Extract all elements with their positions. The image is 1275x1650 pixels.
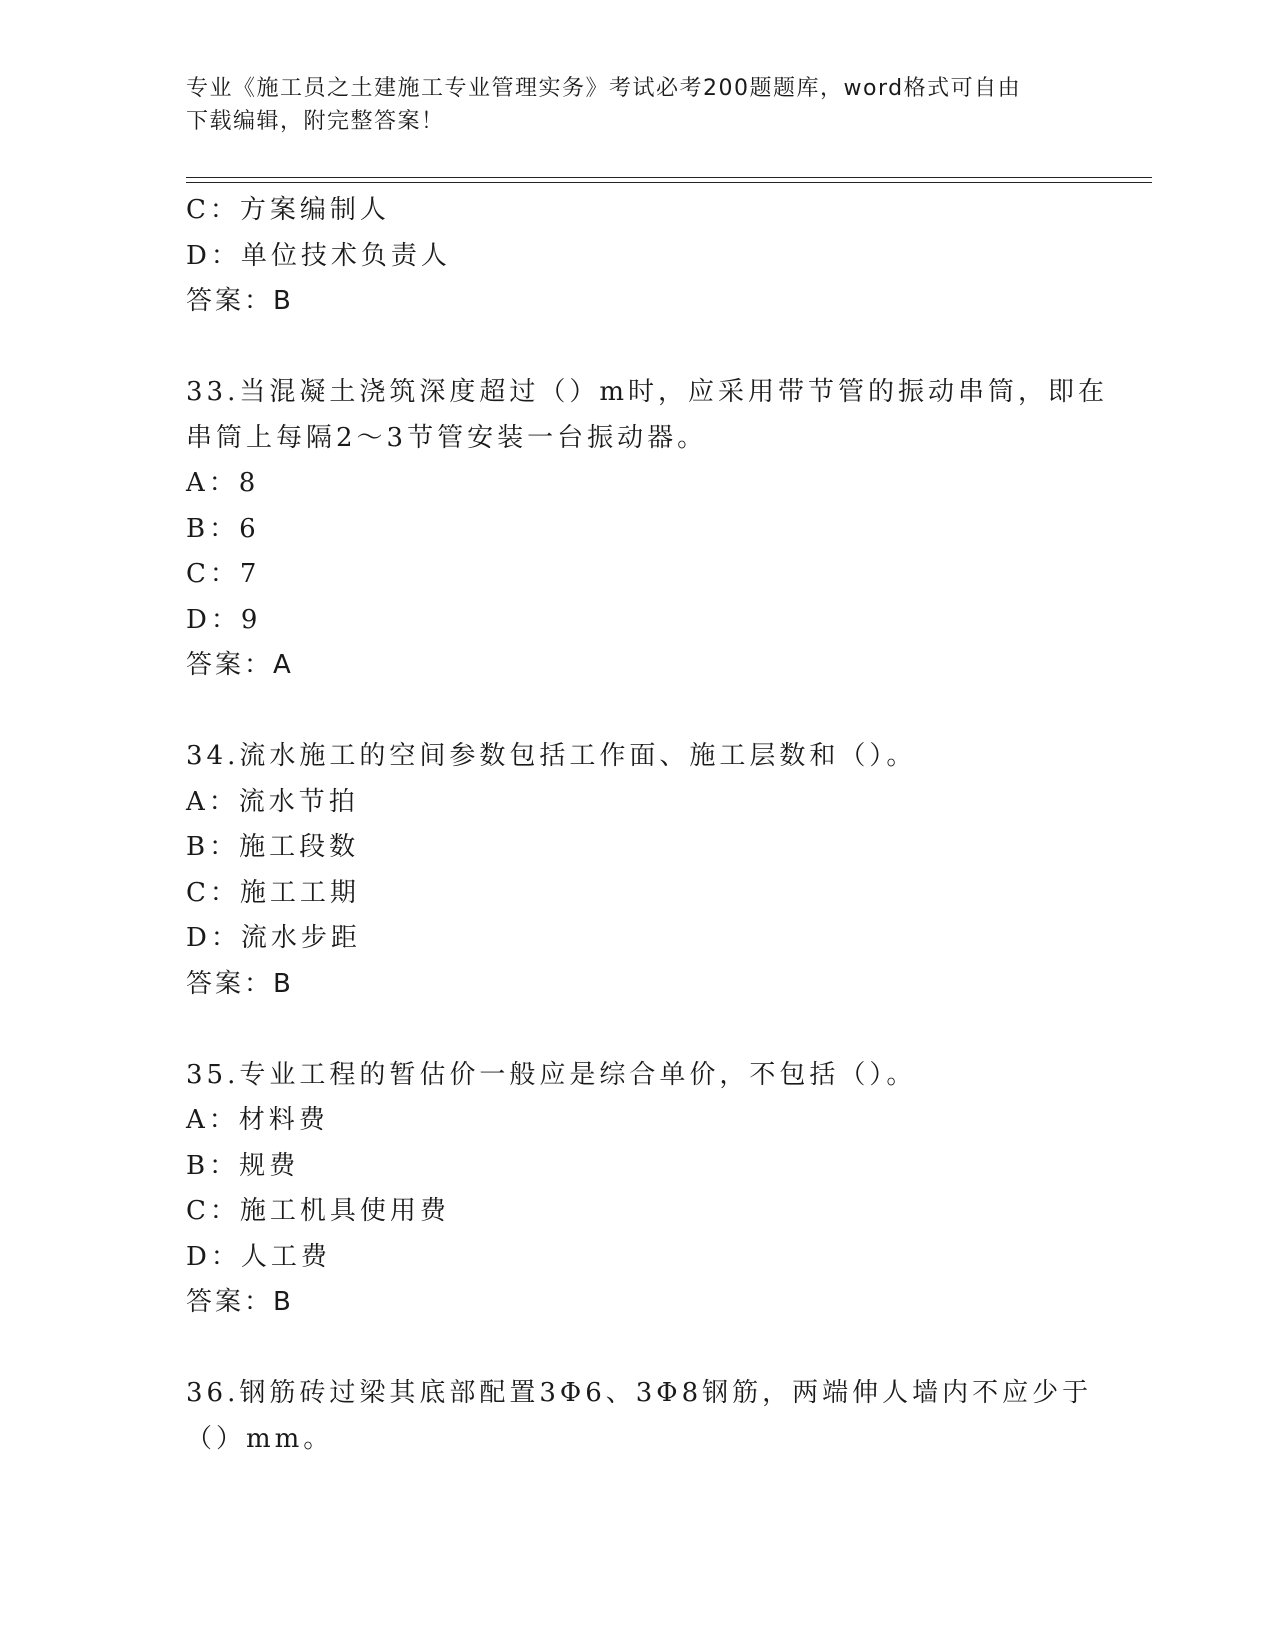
option-b: B：6 <box>186 513 260 544</box>
option-b: B：规费 <box>186 1150 300 1181</box>
option-d: D：流水步距 <box>186 923 361 953</box>
spacer <box>186 325 1086 371</box>
spacer <box>186 1326 1086 1372</box>
answer-line: 答案：B <box>186 1287 294 1317</box>
header-divider-bottom <box>186 182 1152 183</box>
question-block-33 <box>186 370 1109 689</box>
header-line-2: 下载编辑，附完整答案！ <box>186 109 445 134</box>
question-block-prev <box>186 188 1086 325</box>
question-list <box>186 188 1109 1462</box>
option-a: A：8 <box>186 468 260 498</box>
question-stem-line: 33.当混凝土浇筑深度超过（）m时，应采用带节管的振动串筒，即在 <box>186 377 1109 407</box>
document-header <box>186 72 1076 138</box>
answer-line: 答案：B <box>186 968 294 999</box>
option-d: D：9 <box>186 604 262 635</box>
question-stem-line: 36.钢筋砖过梁其底部配置3Φ6、3Φ8钢筋，两端伸人墙内不应少于 <box>186 1378 1093 1408</box>
question-stem-line: 34.流水施工的空间参数包括工作面、施工层数和（）。 <box>186 741 917 771</box>
header-divider-top <box>186 177 1152 178</box>
answer-line: 答案：A <box>186 650 294 680</box>
answer-line: 答案：B <box>186 286 294 316</box>
option-d: D：单位技术负责人 <box>186 240 451 271</box>
option-a: A：材料费 <box>186 1105 329 1135</box>
question-block-35 <box>186 1053 1086 1326</box>
option-b: B：施工段数 <box>186 832 360 862</box>
option-c: C：施工机具使用费 <box>186 1196 450 1226</box>
option-d: D：人工费 <box>186 1241 331 1272</box>
spacer <box>186 689 1086 735</box>
question-block-34 <box>186 734 1086 1007</box>
option-c: C：施工工期 <box>186 877 360 908</box>
question-stem-line: 35.专业工程的暂估价一般应是综合单价，不包括（）。 <box>186 1059 917 1090</box>
option-c: C：7 <box>186 559 261 589</box>
question-stem-line: 串筒上每隔2～3节管安装一台振动器。 <box>186 422 708 453</box>
header-line-1: 专业《施工员之土建施工专业管理实务》考试必考200题题库，word格式可自由 <box>186 76 1022 101</box>
question-stem-line: （）mm。 <box>186 1423 334 1454</box>
option-a: A：流水节拍 <box>186 786 359 817</box>
spacer <box>186 1007 1086 1053</box>
option-c: C：方案编制人 <box>186 195 390 225</box>
question-block-36 <box>186 1371 1093 1462</box>
